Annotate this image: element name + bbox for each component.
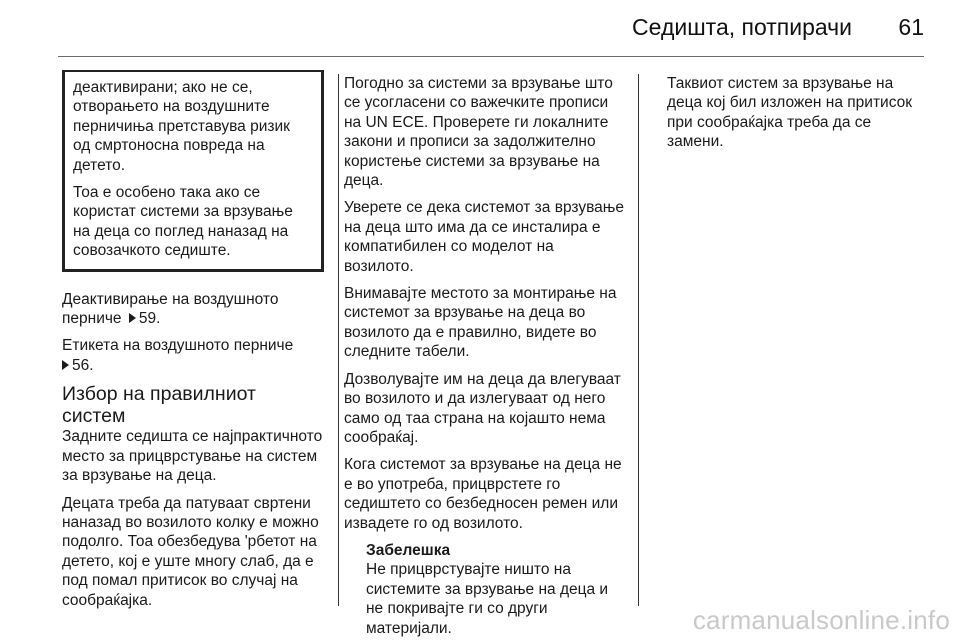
note-text: Не прицврстувајте ништо на системите за врзување на деца и не покривајте ги со други материјали. <box>366 561 609 637</box>
airbag-deactivation-reference <box>62 290 324 329</box>
column-left <box>62 70 324 618</box>
airbag-label-reference <box>62 336 324 375</box>
reference-page[interactable]: 56. <box>72 356 94 374</box>
reference-text: Етикета на воздушното перниче <box>62 337 294 355</box>
page-header <box>0 0 960 54</box>
reference-page[interactable]: 59. <box>138 310 161 328</box>
header-rule <box>58 56 924 57</box>
body-paragraph: Дозволувајте им на деца да влегуваат во возилото и да излегуваат од него само од таа страна на којашто нема сообраќај. <box>344 370 621 446</box>
warning-paragraph-2: Тоа е особено така ако се користат системи за врзување на деца со поглед наназад на совозачкото седиште. <box>73 184 293 260</box>
reference-text: Деактивирање на воздушното перниче <box>62 290 279 328</box>
page-number: 61 <box>898 14 924 40</box>
note-title: Забелешка <box>366 541 451 559</box>
body-paragraph: Погодно за системи за врзување што се усогласени со важечките прописи на UN ECE. Проверете ги локалните закони и прописи за задолжително користење системи за врзување на деца. <box>344 75 613 190</box>
column-divider-2 <box>638 74 639 606</box>
body-paragraph: Кога системот за врзување на деца не е во употреба, прицврстете го седиштето со безбедносен ремен или извадете го од возилото. <box>344 456 622 532</box>
body-paragraph: Таквиот систем за врзување на деца кој бил изложен на притисок при сообраќајка треба да се замени. <box>667 75 913 151</box>
note-block <box>366 541 626 638</box>
body-paragraph: Задните седишта се најпрактичното место за прицврстување на систем за врзување на деца. <box>62 428 323 485</box>
column-middle <box>344 74 626 638</box>
section-heading: Избор на правилниот систем <box>62 383 256 428</box>
body-paragraph: Внимавајте местото за монтирање на системот за врзување на деца во возилото да е правилно, видете во следните табели. <box>344 285 617 361</box>
body-paragraph: Децата треба да патуваат свртени наназад во возилото колку е можно подолго. Тоа обезбедува 'рбетот на детето, кој е уште многу слаб, да е под помал притисок во случај на сообраќајка. <box>62 494 319 609</box>
warning-paragraph-1: деактивирани; ако не се, отворањето на воздушните перничиња претставува ризик од смртоносна повреда на детето. <box>73 79 290 174</box>
column-right <box>667 74 929 160</box>
page-reference-arrow-icon <box>129 313 136 323</box>
page-reference-arrow-icon <box>62 360 69 370</box>
warning-box <box>62 70 324 272</box>
column-divider-1 <box>338 74 339 606</box>
watermark: carmanualsonline.info <box>692 605 950 635</box>
page-title: Седишта, потпирачи <box>632 14 852 40</box>
body-paragraph: Уверете се дека системот за врзување на деца што има да се инсталира е компатибилен со моделот на возилото. <box>344 199 624 275</box>
